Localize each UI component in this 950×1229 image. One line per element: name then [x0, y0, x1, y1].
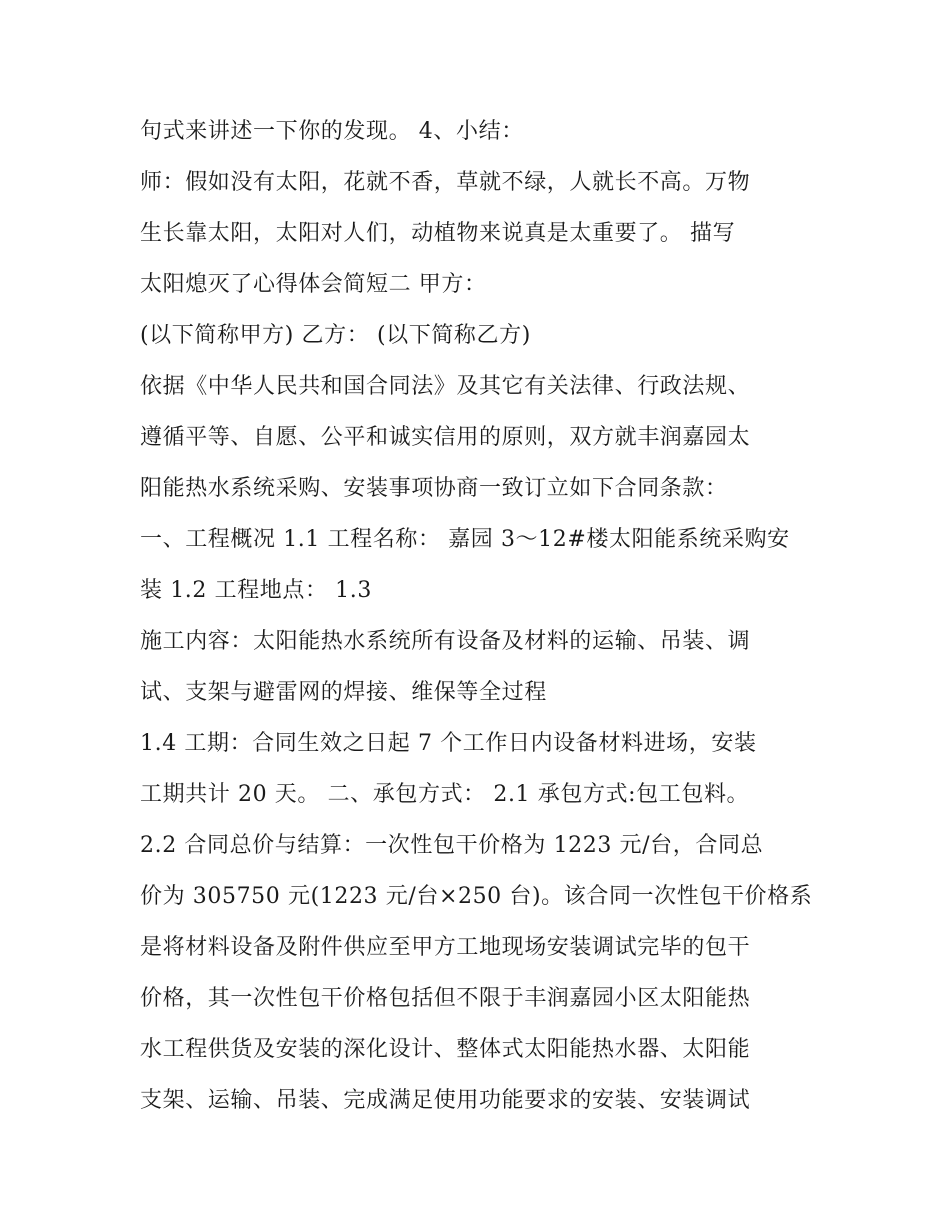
text-line: 阳能热水系统采购、安装事项协商一致订立如下合同条款：	[140, 476, 728, 501]
text-line: 是将材料设备及附件供应至甲方工地现场安装调试完毕的包干	[140, 935, 751, 960]
text-line: 试、支架与避雷网的焊接、维保等全过程	[140, 680, 547, 705]
text-line: 师：假如没有太阳，花就不香，草就不绿，人就长不高。万物	[140, 170, 751, 195]
text-line: (以下简称甲方) 乙方： (以下简称乙方)	[140, 323, 531, 348]
text-line: 装 1.2 工程地点： 1.3	[140, 578, 372, 603]
text-line: 价格，其一次性包干价格包括但不限于丰润嘉园小区太阳能热	[140, 986, 751, 1011]
text-line: 2.2 合同总价与结算：一次性包干价格为 1223 元/台，合同总	[140, 833, 764, 858]
text-line: 工期共计 20 天。 二、承包方式： 2.1 承包方式:包工包料。	[140, 782, 750, 807]
text-line: 遵循平等、自愿、公平和诚实信用的原则，双方就丰润嘉园太	[140, 425, 751, 450]
text-line: 句式来讲述一下你的发现。 4、小结：	[140, 119, 524, 144]
document-body	[140, 106, 840, 1126]
text-line: 水工程供货及安装的深化设计、整体式太阳能热水器、太阳能	[140, 1037, 751, 1062]
text-line: 施工内容：太阳能热水系统所有设备及材料的运输、吊装、调	[140, 629, 751, 654]
text-line: 太阳熄灭了心得体会简短二 甲方：	[140, 272, 487, 297]
text-line: 价为 305750 元(1223 元/台×250 台)。该合同一次性包干价格系	[140, 884, 813, 909]
text-line: 依据《中华人民共和国合同法》及其它有关法律、行政法规、	[140, 374, 751, 399]
text-line: 1.4 工期：合同生效之日起 7 个工作日内设备材料进场，安装	[140, 731, 757, 756]
text-line: 一、工程概况 1.1 工程名称： 嘉园 3～12#楼太阳能系统采购安	[140, 527, 790, 552]
text-line: 生长靠太阳，太阳对人们，动植物来说真是太重要了。 描写	[140, 221, 736, 246]
text-line: 支架、运输、吊装、完成满足使用功能要求的安装、安装调试	[140, 1088, 751, 1113]
